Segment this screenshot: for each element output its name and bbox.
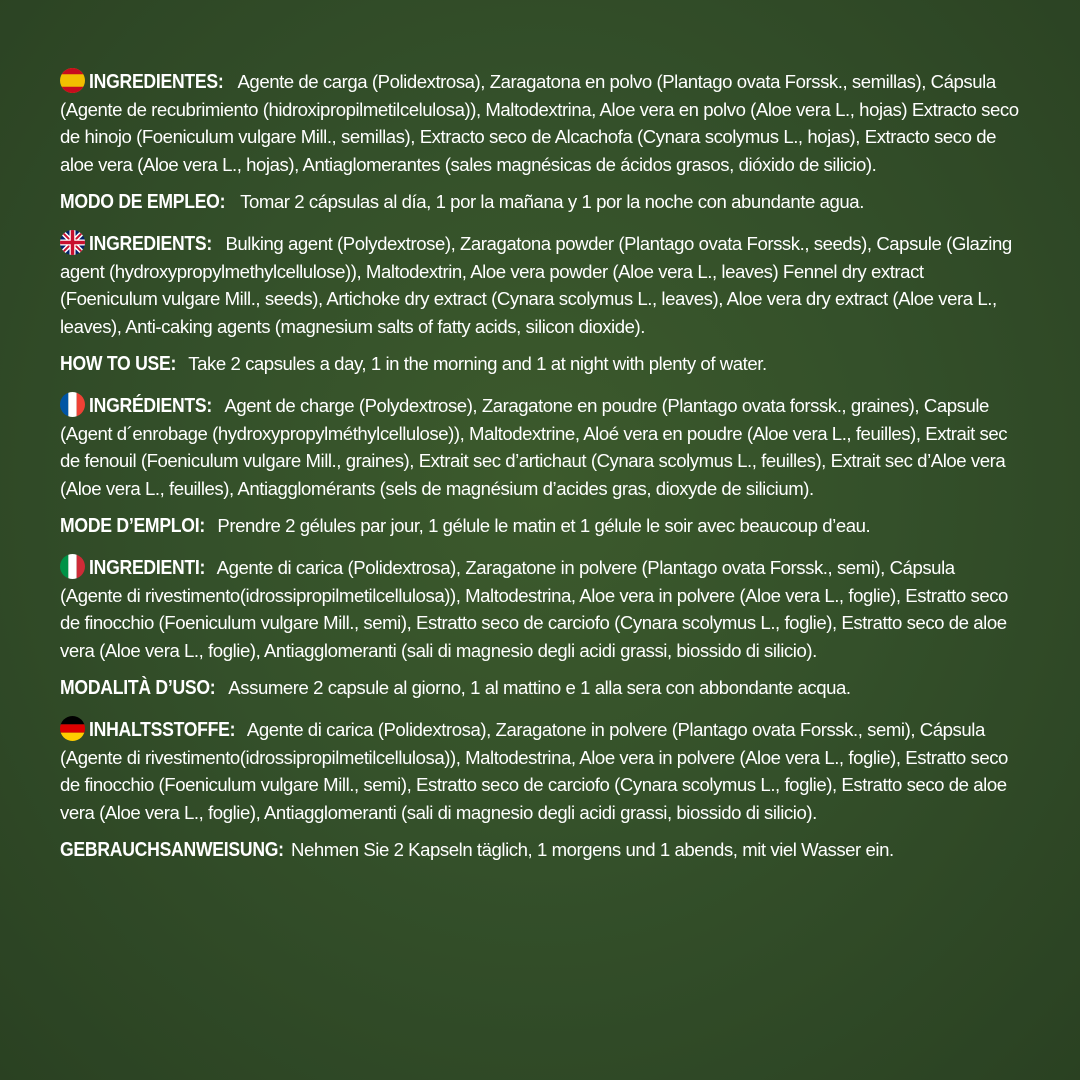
ingredients-text-it: Agente di carica (Polidextrosa), Zaragatone in polvere (Plantago ovata Forssk., semi), Cápsula (Agente di rivestimento(idrossipropilmetilcellulosa)), Maltodestrina, Aloe vera in polvere (Aloe vera L., foglie), Estratto seco de finocchio (Foeniculum vulgare Mill., semi), Estratto seco de carciofo (Cynara scolymus L., foglie), Estratto seco de aloe vera (Aloe vera L., foglie), Antiagglomeranti (sali di magnesio degli acidi grassi, biossido di silicio). — [60, 557, 1008, 661]
ingredients-label-en: INGREDIENTS: — [89, 233, 212, 256]
ingredients-text-es: Agente de carga (Polidextrosa), Zaragatona en polvo (Plantago ovata Forssk., semillas), Cápsula (Agente de recubrimiento (hidroxipropilmetilcelulosa)), Maltodextrina, Aloe vera en polvo (Aloe vera L., hojas) Extracto seco de hinojo (Foeniculum vulgare Mill., semillas), Extracto seco de Alcachofa (Cynara scolymus L., hojas), Extracto seco de aloe vera (Aloe vera L., hojas), Antiaglomerantes (sales magnésicas de ácidos grasos, dióxido de silicio). — [60, 71, 1019, 175]
italy-flag-icon — [60, 554, 85, 579]
usage-de — [60, 836, 1020, 864]
ingredients-text-en: Bulking agent (Polydextrose), Zaragatona powder (Plantago ovata Forssk., seeds), Capsule (Glazing agent (hydroxypropylmethylcellulose)), Maltodextrin, Aloe vera powder (Aloe vera L., leaves) Fennel dry extract (Foeniculum vulgare Mill., seeds), Artichoke dry extract (Cynara scolymus L., leaves), Aloe vera dry extract (Aloe vera L., leaves), Anti-caking agents (magnesium salts of fatty acids, silicon dioxide). — [60, 233, 1012, 337]
usage-es — [60, 188, 1020, 216]
ingredients-fr — [60, 392, 1020, 502]
usage-text-it: Assumere 2 capsule al giorno, 1 al mattino e 1 alla sera con abbondante acqua. — [224, 676, 851, 698]
usage-text-fr: Prendre 2 gélules par jour, 1 gélule le matin et 1 gélule le soir avec beaucoup d’eau. — [212, 514, 871, 536]
usage-label-de: GEBRAUCHSANWEISUNG: — [60, 838, 284, 861]
uk-flag-icon — [60, 230, 85, 255]
usage-it — [60, 674, 1020, 702]
ingredients-label-de: INHALTSSTOFFE: — [89, 719, 236, 742]
france-flag-icon — [60, 392, 85, 417]
usage-text-de: Nehmen Sie 2 Kapseln täglich, 1 morgens und 1 abends, mit viel Wasser ein. — [286, 838, 894, 860]
ingredients-de — [60, 716, 1020, 826]
ingredients-label-es: INGREDIENTES: — [89, 71, 224, 93]
usage-fr — [60, 512, 1020, 540]
usage-label-fr: MODE D’EMPLOI: — [60, 514, 205, 537]
spain-flag-icon — [60, 68, 85, 93]
usage-label-it: MODALITÀ D’USO: — [60, 676, 216, 699]
ingredients-label-fr: INGRÉDIENTS: — [89, 395, 212, 418]
ingredients-text-fr: Agent de charge (Polydextrose), Zaragatone en poudre (Plantago ovata forssk., graines), Capsule (Agent d´enrobage (hydroxypropylméthylcellulose)), Maltodextrine, Aloé vera en poudre (Aloe vera L., feuilles), Extrait sec de fenouil (Foeniculum vulgare Mill., graines), Extrait sec d’artichaut (Cynara scolymus L., feuilles), Extrait sec d’Aloe vera (Aloe vera L., feuilles), Antiagglomérants (sels de magnésium d’acides gras, dioxyde de silicium). — [60, 395, 1008, 499]
ingredients-es — [60, 68, 1020, 178]
germany-flag-icon — [60, 716, 85, 741]
usage-label-es: MODO DE EMPLEO: — [60, 190, 226, 213]
usage-text-en: Take 2 capsules a day, 1 in the morning and 1 at night with plenty of water. — [183, 352, 767, 374]
usage-en — [60, 350, 1020, 378]
ingredients-it — [60, 554, 1020, 664]
usage-label-en: HOW TO USE: — [60, 352, 177, 375]
ingredients-en — [60, 230, 1020, 340]
ingredients-text-de: Agente di carica (Polidextrosa), Zaragatone in polvere (Plantago ovata Forssk., semi), Cápsula (Agente di rivestimento(idrossipropilmetilcellulosa)), Maltodestrina, Aloe vera in polvere (Aloe vera L., foglie), Estratto seco de finocchio (Foeniculum vulgare Mill., semi), Estratto seco de carciofo (Cynara scolymus L., foglie), Estratto seco de aloe vera (Aloe vera L., foglie), Antiagglomeranti (sali di magnesio degli acidi grassi, biossido di silicio). — [60, 719, 1008, 823]
usage-text-es: Tomar 2 cápsulas al día, 1 por la mañana y 1 por la noche con abundante agua. — [235, 190, 864, 212]
ingredients-label-it: INGREDIENTI: — [89, 557, 206, 580]
